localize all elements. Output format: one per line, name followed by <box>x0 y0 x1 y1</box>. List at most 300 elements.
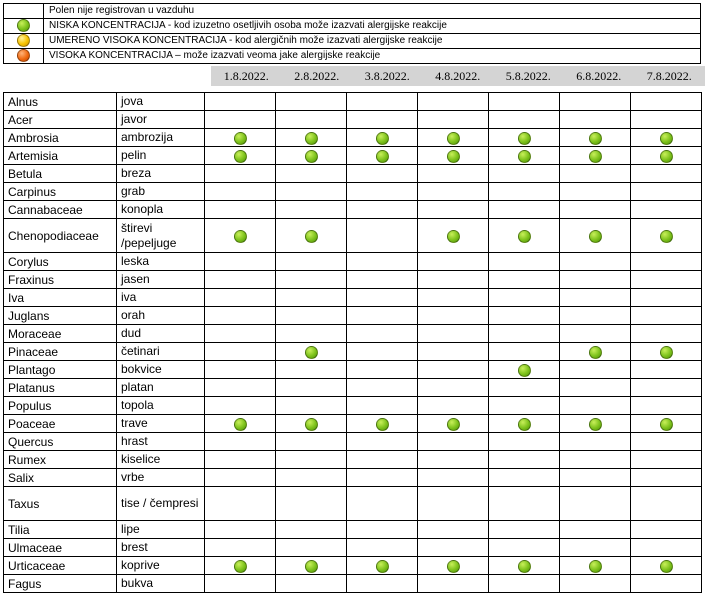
local-name: trave <box>117 415 205 433</box>
table-row <box>4 289 702 307</box>
green-dot-icon <box>589 346 602 359</box>
concentration-cell <box>347 129 418 147</box>
green-dot-icon <box>447 418 460 431</box>
concentration-cell <box>418 93 489 111</box>
concentration-cell <box>205 129 276 147</box>
concentration-cell <box>560 183 631 201</box>
concentration-cell <box>489 557 560 575</box>
concentration-cell <box>489 521 560 539</box>
concentration-cell <box>631 165 702 183</box>
green-dot-icon <box>234 418 247 431</box>
local-name: četinari <box>117 343 205 361</box>
concentration-cell <box>276 557 347 575</box>
concentration-cell <box>631 521 702 539</box>
green-dot-icon <box>447 560 460 573</box>
concentration-cell <box>489 379 560 397</box>
green-dot-icon <box>17 19 30 32</box>
table-row <box>4 165 702 183</box>
concentration-cell <box>489 575 560 593</box>
concentration-cell <box>418 253 489 271</box>
concentration-cell <box>276 325 347 343</box>
concentration-cell <box>276 111 347 129</box>
green-dot-icon <box>234 150 247 163</box>
concentration-cell <box>205 557 276 575</box>
concentration-cell <box>631 343 702 361</box>
date-label: 2.8.2022. <box>294 69 340 83</box>
date-label: 6.8.2022. <box>576 69 622 83</box>
green-dot-icon <box>234 230 247 243</box>
concentration-cell <box>347 451 418 469</box>
local-name: brest <box>117 539 205 557</box>
table-row <box>4 397 702 415</box>
green-dot-icon <box>589 230 602 243</box>
concentration-cell <box>560 433 631 451</box>
concentration-cell <box>205 415 276 433</box>
legend-text: Polen nije registrovan u vazduhu <box>44 4 701 19</box>
concentration-cell <box>205 361 276 379</box>
concentration-cell <box>489 451 560 469</box>
concentration-cell <box>418 557 489 575</box>
concentration-cell <box>418 201 489 219</box>
local-name: koprive <box>117 557 205 575</box>
latin-name: Tilia <box>4 521 117 539</box>
legend-swatch <box>4 4 44 19</box>
concentration-cell <box>347 289 418 307</box>
concentration-cell <box>560 415 631 433</box>
concentration-cell <box>347 469 418 487</box>
concentration-cell <box>631 111 702 129</box>
concentration-cell <box>418 111 489 129</box>
pollen-table <box>3 92 702 593</box>
green-dot-icon <box>589 560 602 573</box>
concentration-cell <box>276 183 347 201</box>
concentration-cell <box>489 111 560 129</box>
concentration-cell <box>276 271 347 289</box>
concentration-cell <box>347 521 418 539</box>
green-dot-icon <box>376 560 389 573</box>
concentration-cell <box>418 521 489 539</box>
concentration-cell <box>347 397 418 415</box>
latin-name: Cannabaceae <box>4 201 117 219</box>
green-dot-icon <box>660 418 673 431</box>
concentration-cell <box>418 219 489 253</box>
concentration-cell <box>276 289 347 307</box>
latin-name: Rumex <box>4 451 117 469</box>
table-row <box>4 93 702 111</box>
green-dot-icon <box>376 132 389 145</box>
local-name: kiselice <box>117 451 205 469</box>
local-name: konopla <box>117 201 205 219</box>
concentration-cell <box>347 325 418 343</box>
concentration-cell <box>205 93 276 111</box>
green-dot-icon <box>589 150 602 163</box>
concentration-cell <box>205 433 276 451</box>
local-name: ambrozija <box>117 129 205 147</box>
green-dot-icon <box>305 560 318 573</box>
concentration-cell <box>347 253 418 271</box>
date-label: 4.8.2022. <box>435 69 481 83</box>
concentration-cell <box>631 93 702 111</box>
concentration-cell <box>631 129 702 147</box>
legend-swatch <box>4 49 44 64</box>
table-row <box>4 487 702 521</box>
concentration-cell <box>631 487 702 521</box>
legend-swatch <box>4 34 44 49</box>
concentration-cell <box>631 361 702 379</box>
concentration-cell <box>560 201 631 219</box>
green-dot-icon <box>447 132 460 145</box>
local-name: grab <box>117 183 205 201</box>
concentration-cell <box>205 307 276 325</box>
concentration-cell <box>418 575 489 593</box>
green-dot-icon <box>660 230 673 243</box>
concentration-cell <box>205 521 276 539</box>
yellow-dot-icon <box>17 34 30 47</box>
concentration-cell <box>489 201 560 219</box>
latin-name: Corylus <box>4 253 117 271</box>
local-name: iva <box>117 289 205 307</box>
local-name: štirevi /pepeljuge <box>117 219 205 253</box>
concentration-cell <box>560 253 631 271</box>
concentration-cell <box>347 271 418 289</box>
concentration-cell <box>489 343 560 361</box>
concentration-cell <box>489 271 560 289</box>
green-dot-icon <box>447 150 460 163</box>
legend-text: NISKA KONCENTRACIJA - kod izuzetno osetljivih osoba može izazvati alergijske reakcije <box>44 19 701 34</box>
concentration-cell <box>560 219 631 253</box>
concentration-cell <box>205 397 276 415</box>
concentration-cell <box>205 289 276 307</box>
concentration-cell <box>347 307 418 325</box>
concentration-cell <box>631 379 702 397</box>
date-label: 3.8.2022. <box>364 69 410 83</box>
local-name: lipe <box>117 521 205 539</box>
concentration-cell <box>347 379 418 397</box>
concentration-cell <box>489 397 560 415</box>
latin-name: Artemisia <box>4 147 117 165</box>
legend-row <box>4 19 701 34</box>
concentration-cell <box>418 183 489 201</box>
concentration-cell <box>489 469 560 487</box>
concentration-cell <box>205 539 276 557</box>
table-row <box>4 379 702 397</box>
concentration-cell <box>560 539 631 557</box>
concentration-cell <box>418 289 489 307</box>
green-dot-icon <box>305 132 318 145</box>
concentration-cell <box>418 271 489 289</box>
concentration-cell <box>489 183 560 201</box>
concentration-cell <box>489 433 560 451</box>
concentration-cell <box>560 361 631 379</box>
concentration-cell <box>631 271 702 289</box>
latin-name: Ambrosia <box>4 129 117 147</box>
table-row <box>4 325 702 343</box>
concentration-cell <box>560 129 631 147</box>
concentration-cell <box>205 183 276 201</box>
concentration-cell <box>347 539 418 557</box>
concentration-cell <box>489 415 560 433</box>
table-row <box>4 343 702 361</box>
concentration-cell <box>489 307 560 325</box>
concentration-cell <box>560 147 631 165</box>
green-dot-icon <box>518 418 531 431</box>
legend-text: UMERENO VISOKA KONCENTRACIJA - kod alergičnih može izazvati alergijske reakcije <box>44 34 701 49</box>
concentration-cell <box>631 415 702 433</box>
concentration-cell <box>276 93 347 111</box>
concentration-cell <box>276 129 347 147</box>
concentration-cell <box>631 451 702 469</box>
local-name: javor <box>117 111 205 129</box>
concentration-cell <box>205 451 276 469</box>
latin-name: Carpinus <box>4 183 117 201</box>
concentration-cell <box>347 165 418 183</box>
concentration-cell <box>418 539 489 557</box>
legend-text: VISOKA KONCENTRACIJA – može izazvati veoma jake alergijske reakcije <box>44 49 701 64</box>
concentration-cell <box>347 219 418 253</box>
concentration-cell <box>347 343 418 361</box>
concentration-cell <box>205 253 276 271</box>
concentration-cell <box>276 539 347 557</box>
concentration-cell <box>347 93 418 111</box>
concentration-cell <box>489 129 560 147</box>
concentration-cell <box>631 219 702 253</box>
concentration-cell <box>347 415 418 433</box>
concentration-cell <box>560 487 631 521</box>
concentration-cell <box>560 343 631 361</box>
legend-row <box>4 34 701 49</box>
latin-name: Juglans <box>4 307 117 325</box>
local-name: dud <box>117 325 205 343</box>
green-dot-icon <box>660 346 673 359</box>
concentration-cell <box>418 307 489 325</box>
concentration-cell <box>560 271 631 289</box>
table-row <box>4 521 702 539</box>
concentration-cell <box>631 147 702 165</box>
latin-name: Alnus <box>4 93 117 111</box>
concentration-cell <box>276 397 347 415</box>
legend-row <box>4 4 701 19</box>
legend-row <box>4 49 701 64</box>
concentration-cell <box>276 201 347 219</box>
green-dot-icon <box>660 560 673 573</box>
concentration-cell <box>489 219 560 253</box>
green-dot-icon <box>518 364 531 377</box>
local-name: hrast <box>117 433 205 451</box>
concentration-cell <box>560 93 631 111</box>
green-dot-icon <box>518 560 531 573</box>
concentration-cell <box>631 307 702 325</box>
legend-swatch <box>4 19 44 34</box>
concentration-cell <box>560 111 631 129</box>
table-row <box>4 147 702 165</box>
concentration-cell <box>560 451 631 469</box>
concentration-cell <box>560 307 631 325</box>
latin-name: Poaceae <box>4 415 117 433</box>
green-dot-icon <box>234 132 247 145</box>
concentration-cell <box>631 397 702 415</box>
table-row <box>4 361 702 379</box>
concentration-cell <box>560 469 631 487</box>
concentration-cell <box>631 325 702 343</box>
green-dot-icon <box>518 230 531 243</box>
legend-table <box>3 3 701 64</box>
green-dot-icon <box>660 150 673 163</box>
concentration-cell <box>276 379 347 397</box>
concentration-cell <box>205 219 276 253</box>
concentration-cell <box>347 183 418 201</box>
concentration-cell <box>560 379 631 397</box>
concentration-cell <box>560 557 631 575</box>
concentration-cell <box>347 575 418 593</box>
latin-name: Fraxinus <box>4 271 117 289</box>
table-row <box>4 253 702 271</box>
concentration-cell <box>489 325 560 343</box>
concentration-cell <box>631 253 702 271</box>
local-name: pelin <box>117 147 205 165</box>
concentration-cell <box>418 165 489 183</box>
concentration-cell <box>418 379 489 397</box>
green-dot-icon <box>518 132 531 145</box>
concentration-cell <box>347 201 418 219</box>
table-row <box>4 219 702 253</box>
local-name: orah <box>117 307 205 325</box>
local-name: platan <box>117 379 205 397</box>
concentration-cell <box>347 487 418 521</box>
latin-name: Acer <box>4 111 117 129</box>
concentration-cell <box>418 361 489 379</box>
local-name: bukva <box>117 575 205 593</box>
concentration-cell <box>560 289 631 307</box>
concentration-cell <box>205 147 276 165</box>
concentration-cell <box>276 433 347 451</box>
orange-dot-icon <box>17 49 30 62</box>
local-name: vrbe <box>117 469 205 487</box>
date-label: 1.8.2022. <box>223 69 269 83</box>
concentration-cell <box>276 361 347 379</box>
latin-name: Betula <box>4 165 117 183</box>
latin-name: Ulmaceae <box>4 539 117 557</box>
latin-name: Platanus <box>4 379 117 397</box>
concentration-cell <box>347 111 418 129</box>
latin-name: Urticaceae <box>4 557 117 575</box>
concentration-cell <box>631 575 702 593</box>
concentration-cell <box>205 325 276 343</box>
table-row <box>4 557 702 575</box>
latin-name: Salix <box>4 469 117 487</box>
concentration-cell <box>489 147 560 165</box>
concentration-cell <box>205 165 276 183</box>
table-row <box>4 451 702 469</box>
green-dot-icon <box>234 560 247 573</box>
concentration-cell <box>489 289 560 307</box>
concentration-cell <box>276 487 347 521</box>
concentration-cell <box>276 521 347 539</box>
concentration-cell <box>276 147 347 165</box>
concentration-cell <box>418 487 489 521</box>
latin-name: Plantago <box>4 361 117 379</box>
table-row <box>4 469 702 487</box>
concentration-cell <box>489 165 560 183</box>
concentration-cell <box>205 111 276 129</box>
concentration-cell <box>276 575 347 593</box>
date-label: 5.8.2022. <box>505 69 551 83</box>
concentration-cell <box>205 271 276 289</box>
concentration-cell <box>418 469 489 487</box>
concentration-cell <box>276 451 347 469</box>
concentration-cell <box>205 487 276 521</box>
concentration-cell <box>205 201 276 219</box>
concentration-cell <box>418 415 489 433</box>
table-row <box>4 415 702 433</box>
local-name: tise / čempresi <box>117 487 205 521</box>
latin-name: Chenopodiaceae <box>4 219 117 253</box>
concentration-cell <box>489 361 560 379</box>
green-dot-icon <box>305 418 318 431</box>
concentration-cell <box>631 183 702 201</box>
date-header <box>211 66 705 86</box>
local-name: jova <box>117 93 205 111</box>
concentration-cell <box>631 201 702 219</box>
concentration-cell <box>276 415 347 433</box>
local-name: breza <box>117 165 205 183</box>
concentration-cell <box>205 379 276 397</box>
date-header-spacer <box>3 66 211 86</box>
concentration-cell <box>418 129 489 147</box>
latin-name: Iva <box>4 289 117 307</box>
concentration-cell <box>276 469 347 487</box>
green-dot-icon <box>305 150 318 163</box>
concentration-cell <box>631 557 702 575</box>
concentration-cell <box>489 93 560 111</box>
concentration-cell <box>276 253 347 271</box>
table-row <box>4 111 702 129</box>
concentration-cell <box>631 539 702 557</box>
concentration-cell <box>560 575 631 593</box>
concentration-cell <box>489 487 560 521</box>
green-dot-icon <box>589 418 602 431</box>
local-name: topola <box>117 397 205 415</box>
table-row <box>4 433 702 451</box>
concentration-cell <box>560 165 631 183</box>
concentration-cell <box>418 397 489 415</box>
concentration-cell <box>347 433 418 451</box>
concentration-cell <box>631 469 702 487</box>
date-label: 7.8.2022. <box>646 69 692 83</box>
table-row <box>4 201 702 219</box>
concentration-cell <box>560 397 631 415</box>
concentration-cell <box>205 575 276 593</box>
local-name: bokvice <box>117 361 205 379</box>
concentration-cell <box>205 343 276 361</box>
concentration-cell <box>631 289 702 307</box>
concentration-cell <box>205 469 276 487</box>
concentration-cell <box>276 307 347 325</box>
concentration-cell <box>418 147 489 165</box>
local-name: jasen <box>117 271 205 289</box>
concentration-cell <box>276 343 347 361</box>
green-dot-icon <box>660 132 673 145</box>
table-row <box>4 539 702 557</box>
concentration-cell <box>418 451 489 469</box>
concentration-cell <box>276 165 347 183</box>
concentration-cell <box>418 433 489 451</box>
latin-name: Pinaceae <box>4 343 117 361</box>
latin-name: Quercus <box>4 433 117 451</box>
table-row <box>4 129 702 147</box>
green-dot-icon <box>518 150 531 163</box>
table-row <box>4 183 702 201</box>
concentration-cell <box>418 343 489 361</box>
